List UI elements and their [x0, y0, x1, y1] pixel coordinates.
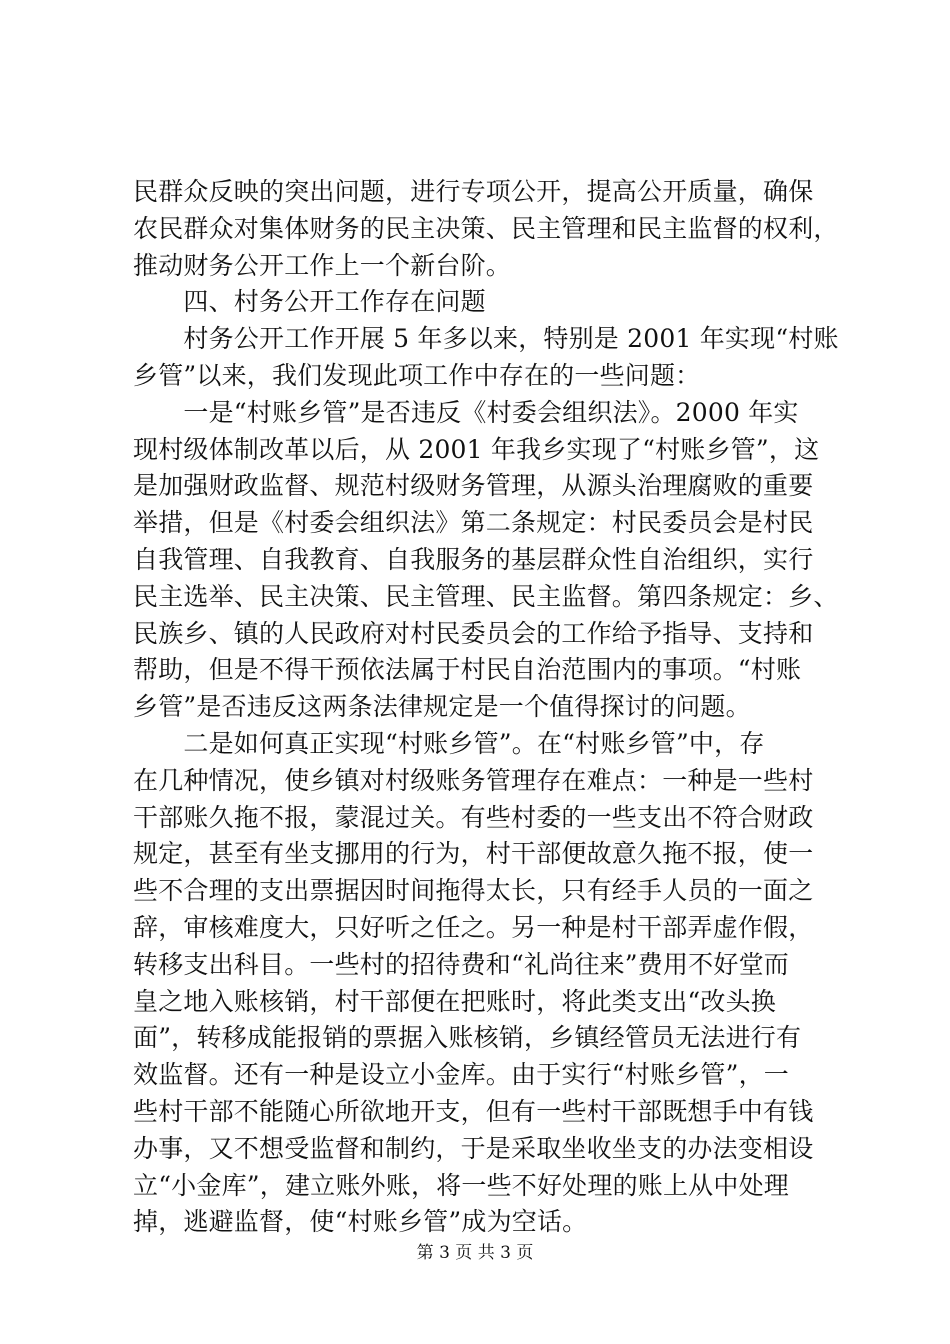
- text-line: 转移支出科目。一些村的招待费和“礼尚往来”费用不好堂而: [133, 949, 789, 979]
- text-line: 乡管”是否违反这两条法律规定是一个值得探讨的问题。: [133, 692, 751, 722]
- page-number-footer: 第 3 页 共 3 页: [416, 1243, 534, 1263]
- text-line: 现村级体制改革以后，从 2001 年我乡实现了“村账乡管”，这: [133, 434, 820, 464]
- text-line: 推动财务公开工作上一个新台阶。: [133, 250, 512, 280]
- text-line: 一是“村账乡管”是否违反《村委会组织法》。2000 年实: [133, 397, 799, 427]
- text-line: 民主选举、民主决策、民主管理、民主监督。第四条规定：乡、: [133, 581, 839, 611]
- text-line: 在几种情况，使乡镇对村级账务管理存在难点：一种是一些村: [133, 765, 814, 795]
- text-line: 面”，转移成能报销的票据入账核销，乡镇经管员无法进行有: [133, 1023, 802, 1053]
- text-line: 干部账久拖不报，蒙混过关。有些村委的一些支出不符合财政: [133, 802, 814, 832]
- text-line: 效监督。还有一种是设立小金库。由于实行“村账乡管”，一: [133, 1060, 789, 1090]
- text-line: 民族乡、镇的人民政府对村民委员会的工作给予指导、支持和: [133, 618, 814, 648]
- document-body: [133, 174, 839, 1241]
- text-line: 皇之地入账核销，村干部便在把账时，将此类支出“改头换: [133, 986, 776, 1016]
- text-line: 二是如何真正实现“村账乡管”。在“村账乡管”中，存: [133, 728, 765, 758]
- text-line: 农民群众对集体财务的民主决策、民主管理和民主监督的权利，: [133, 213, 839, 243]
- text-line: 掉，逃避监督，使“村账乡管”成为空话。: [133, 1207, 588, 1237]
- section-heading: 四、村务公开工作存在问题: [133, 287, 486, 317]
- text-line: 乡管”以来，我们发现此项工作中存在的一些问题：: [133, 360, 701, 390]
- text-line: 些不合理的支出票据因时间拖得太长，只有经手人员的一面之: [133, 876, 814, 906]
- text-line: 自我管理、自我教育、自我服务的基层群众性自治组织，实行: [133, 544, 814, 574]
- text-line: 村务公开工作开展 5 年多以来，特别是 2001 年实现“村账: [133, 324, 839, 354]
- text-line: 规定，甚至有坐支挪用的行为，村干部便故意久拖不报，使一: [133, 839, 814, 869]
- text-line: 举措，但是《村委会组织法》第二条规定：村民委员会是村民: [133, 508, 814, 538]
- text-line: 些村干部不能随心所欲地开支，但有一些村干部既想手中有钱: [133, 1096, 814, 1126]
- text-line: 办事，又不想受监督和制约，于是采取坐收坐支的办法变相设: [133, 1133, 814, 1163]
- text-line: 帮助，但是不得干预依法属于村民自治范围内的事项。“村账: [133, 655, 802, 685]
- text-line: 立“小金库”，建立账外账，将一些不好处理的账上从中处理: [133, 1170, 789, 1200]
- text-line: 辞，审核难度大，只好听之任之。另一种是村干部弄虚作假，: [133, 912, 814, 942]
- text-line: 是加强财政监督、规范村级财务管理，从源头治理腐败的重要: [133, 471, 814, 501]
- text-line: 民群众反映的突出问题，进行专项公开，提高公开质量，确保: [133, 177, 814, 206]
